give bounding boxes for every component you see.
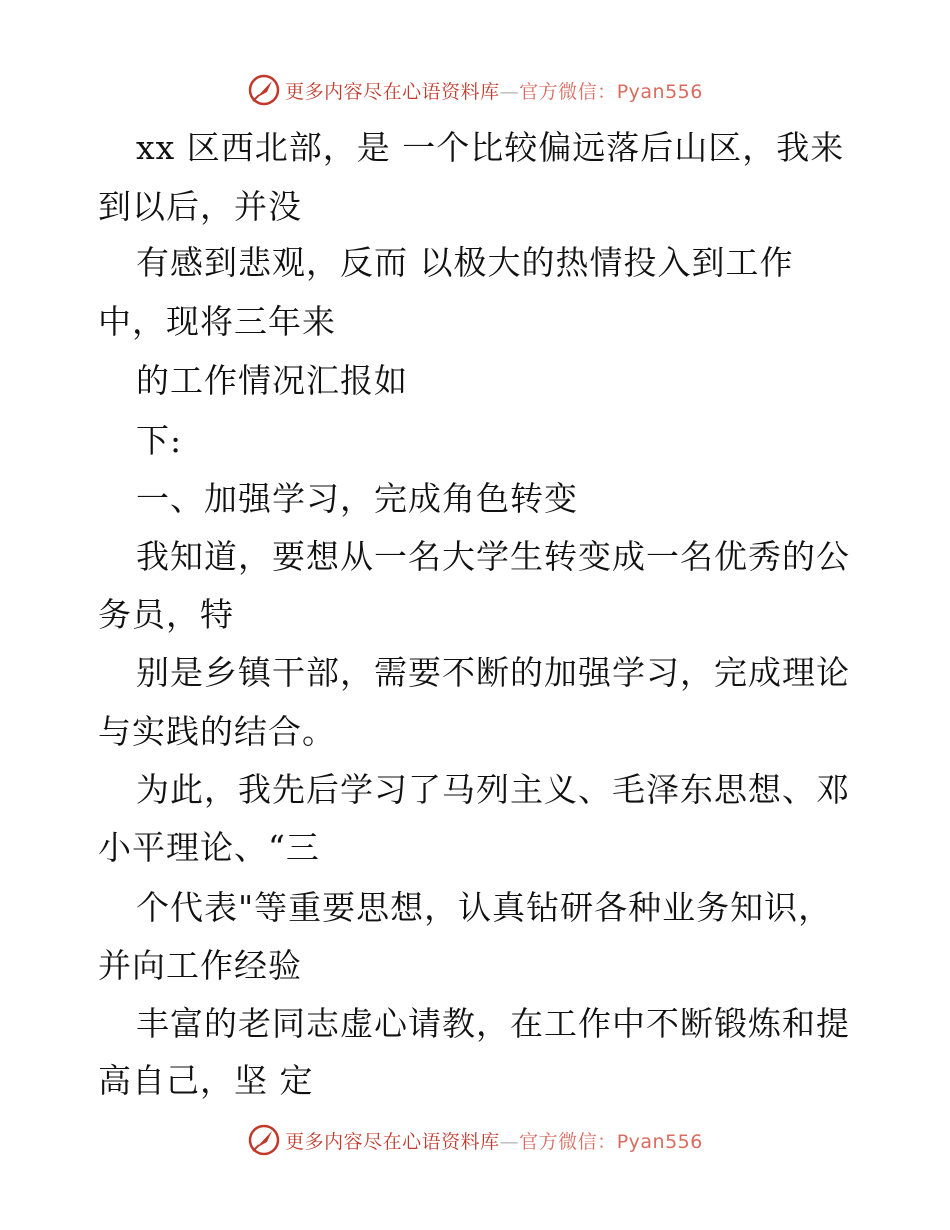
text-line: xx 区西北部，是 一个比较偏远落后山区，我来 xyxy=(136,128,845,167)
text-line: 我知道，要想从一名大学生转变成一名优秀的公 xyxy=(136,537,850,576)
text-line: 丰富的老同志虚心请教，在工作中不断锻炼和提 xyxy=(136,1004,850,1043)
text-line: 有感到悲观，反而 以极大的热情投入到工作 xyxy=(136,243,794,282)
text-line: 为此，我先后学习了马列主义、毛泽东思想、邓 xyxy=(136,770,850,809)
quill-logo-icon xyxy=(247,73,281,107)
section-heading: 一、加强学习，完成角色转变 xyxy=(136,479,578,518)
text-line: 下: xyxy=(136,421,183,460)
watermark-text: 更多内容尽在心语资料库—官方微信：Pyan556 xyxy=(285,80,703,103)
text-line: 到以后，并没 xyxy=(98,187,302,226)
header-watermark xyxy=(0,70,950,110)
text-line: 中，现将三年来 xyxy=(98,302,336,341)
text-line: 并向工作经验 xyxy=(98,946,302,985)
watermark-text: 更多内容尽在心语资料库—官方微信：Pyan556 xyxy=(285,1130,703,1153)
footer-watermark xyxy=(0,1120,950,1160)
quill-logo-icon xyxy=(247,1123,281,1157)
text-line: 务员，特 xyxy=(98,595,234,634)
text-line: 高自己，坚 定 xyxy=(98,1061,314,1100)
text-line: 与实践的结合。 xyxy=(98,712,336,751)
text-line: 别是乡镇干部，需要不断的加强学习，完成理论 xyxy=(136,653,850,692)
text-line: 个代表"等重要思想，认真钻研各种业务知识， xyxy=(136,888,833,927)
text-line: 的工作情况汇报如 xyxy=(136,361,408,400)
text-line: 小平理论、“三 xyxy=(98,828,320,867)
